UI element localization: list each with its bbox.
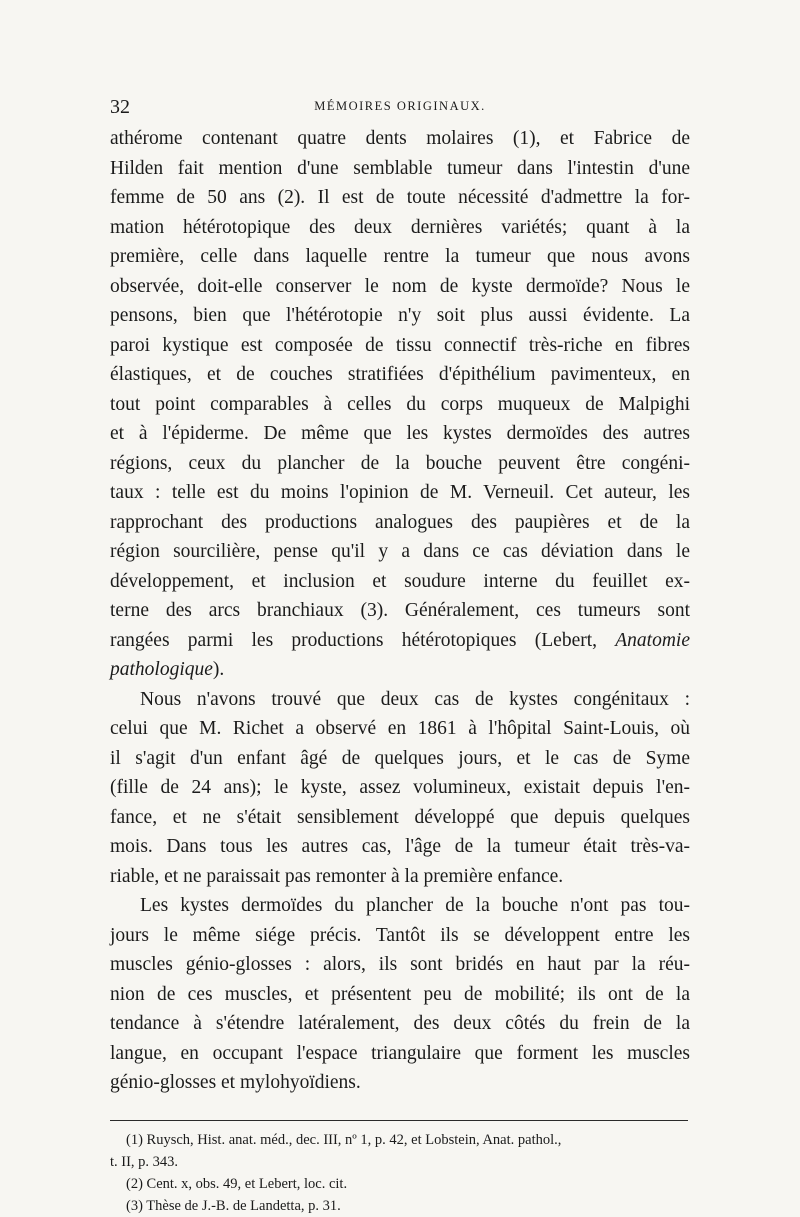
text-line: rapprochant des productions analogues des paupières et de la — [110, 511, 690, 533]
text-line: fance, et ne s'était sensiblement développé que depuis quelques — [110, 806, 690, 828]
text-line: élastiques, et de couches stratifiées d'épithélium pavimenteux, en — [110, 364, 690, 385]
text-line: rangées parmi les productions hétérotopiques (Lebert, Anatomie — [110, 629, 690, 651]
text-line: Les kystes dermoïdes du plancher de la bouche n'ont pas tou- — [140, 895, 690, 916]
text-line: jours le même siége précis. Tantôt ils se développent entre les — [110, 924, 690, 946]
text-line: tout point comparables à celles du corps muqueux de Malpighi — [110, 393, 690, 415]
text-line: et à l'épiderme. De même que les kystes dermoïdes des autres — [110, 423, 690, 444]
text-line: athérome contenant quatre dents molaires (1), et Fabrice de — [110, 128, 690, 149]
text-line: mois. Dans tous les autres cas, l'âge de la tumeur était très-va- — [110, 836, 690, 857]
footnote-line: (1) Ruysch, Hist. anat. méd., dec. III, nº 1, p. 42, et Lobstein, Anat. pathol., — [126, 1131, 562, 1148]
text-line: observée, doit-elle conserver le nom de kyste dermoïde? Nous le — [110, 275, 690, 297]
text-line: femme de 50 ans (2). Il est de toute nécessité d'admettre la for- — [110, 187, 690, 208]
text-line: région sourcilière, pense qu'il y a dans ce cas déviation dans le — [110, 541, 690, 562]
text-line: nion de ces muscles, et présentent peu de mobilité; ils ont de la — [110, 983, 690, 1005]
text-line: génio-glosses et mylohyoïdiens. — [110, 1072, 361, 1093]
text-line: muscles génio-glosses : alors, ils sont bridés en haut par la réu- — [110, 954, 690, 975]
page-number: 32 — [110, 96, 130, 118]
text-line: développement, et inclusion et soudure interne du feuillet ex- — [110, 570, 690, 592]
footnote-rule — [110, 1120, 688, 1121]
text-line: paroi kystique est composée de tissu connectif très-riche en fibres — [110, 334, 690, 356]
footnote-line: (3) Thèse de J.-B. de Landetta, p. 31. — [126, 1197, 341, 1214]
footnote-line: (2) Cent. x, obs. 49, et Lebert, loc. cit. — [126, 1175, 348, 1192]
text-line: pathologique). — [110, 659, 225, 680]
text-line: langue, en occupant l'espace triangulaire que forment les muscles — [110, 1042, 690, 1064]
text-line: taux : telle est du moins l'opinion de M. Verneuil. Cet auteur, les — [110, 482, 690, 503]
text-line: pensons, bien que l'hétérotopie n'y soit plus aussi évidente. La — [110, 305, 690, 326]
text-line: tendance à s'étendre latéralement, des deux côtés du frein de la — [110, 1013, 690, 1034]
page-header — [110, 96, 690, 124]
text-line: riable, et ne paraissait pas remonter à la première enfance. — [110, 865, 564, 887]
footnotes — [110, 1129, 690, 1217]
text-line: première, celle dans laquelle rentre la tumeur que nous avons — [110, 246, 690, 267]
footnote-line: t. II, p. 343. — [110, 1153, 179, 1170]
running-title: MÉMOIRES ORIGINAUX. — [314, 99, 486, 113]
book-page — [110, 96, 690, 1217]
text-line: régions, ceux du plancher de la bouche peuvent être congéni- — [110, 452, 690, 474]
text-line: celui que M. Richet a observé en 1861 à l'hôpital Saint-Louis, où — [110, 718, 690, 739]
text-line: mation hétérotopique des deux dernières variétés; quant à la — [110, 216, 690, 238]
text-line: (fille de 24 ans); le kyste, assez volumineux, existait depuis l'en- — [110, 777, 690, 798]
body-text — [110, 124, 690, 1098]
text-line: Hilden fait mention d'une semblable tumeur dans l'intestin d'une — [110, 157, 690, 179]
text-line: terne des arcs branchiaux (3). Généralement, ces tumeurs sont — [110, 600, 690, 621]
text-line: Nous n'avons trouvé que deux cas de kystes congénitaux : — [140, 688, 690, 710]
text-line: il s'agit d'un enfant âgé de quelques jours, et le cas de Syme — [110, 747, 690, 769]
